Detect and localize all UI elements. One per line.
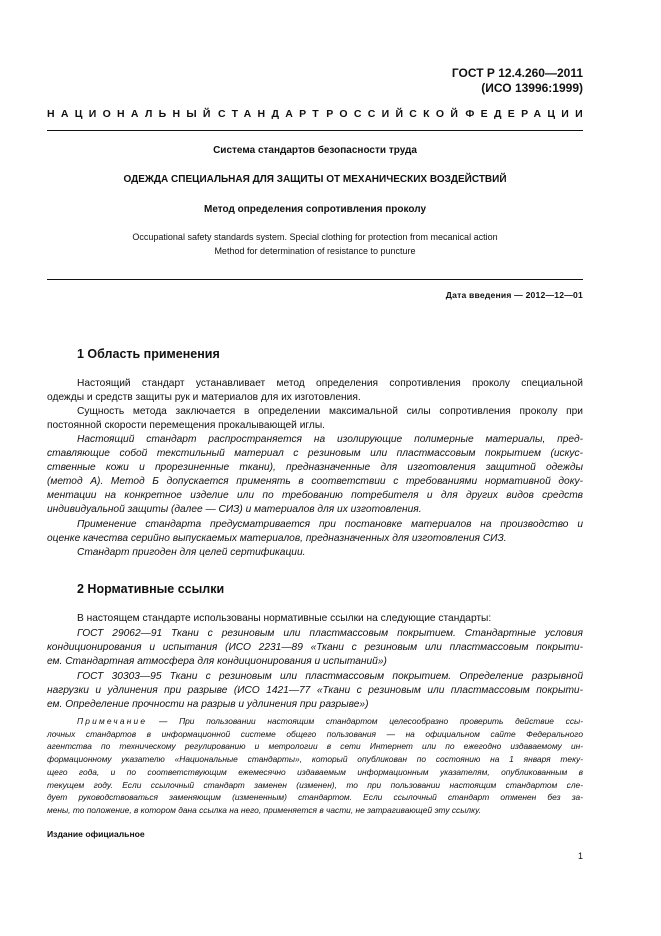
official-edition-label: Издание официальное xyxy=(47,829,145,839)
note-label: Примечание xyxy=(77,716,148,726)
section-2-reference-gost-30303: ГОСТ 30303—95 Ткани с резиновым или пластмассовым покрытием. Определение разрывной нагрузки и удлинения при разрыве (ИСО 1421—77 «Ткани с резиновым или пластмассовым покрыти- ем. Определение прочности на разрыв и удлинения при разрыве») xyxy=(47,671,583,710)
gost-number: ГОСТ Р 12.4.260—2011 xyxy=(451,66,583,80)
section-1-paragraph-2: Сущность метода заключается в определении максимальной силы сопротивления проколу при постоянной скорости перемещения прокалывающей иглы. xyxy=(47,406,583,431)
section-1-paragraph-4: Применение стандарта предусматривается при постановке материалов на производство и оценке качества серийно выпускаемых материалов, предназначенных для изготовления СИЗ. xyxy=(47,519,583,544)
section-2-note: Примечание — При пользовании настоящим стандартом целесообразно проверить действие ссы- лочных стандартов в информационной системе общего пользования — на официальном сайте Федерального агентства по техническому регулированию и метрологии в сети Интернет или по ежегодно издаваемому ин- формационному указателю «Национальные стандарты», который опубликован по состоянию на 1 января теку- щего года, и по соответствующим ежемесячно издаваемым информационным указателям, опубликованным в текущем году. Если ссылочный стандарт заменен (изменен), то при пользовании настоящим стандартом сле- дует руководствоваться заменяющим (измененным) стандартом. Если ссылочный стандарт отменен без за- мены, то положение, в котором дана ссылка на него, применяется в части, не затрагивающей эту ссылку. xyxy=(47,716,583,815)
section-2-heading: 2 Нормативные ссылки xyxy=(77,582,225,596)
national-title-word: ФЕДЕРАЦИИ xyxy=(465,108,589,120)
english-title-line-2: Method for determination of resistance to puncture xyxy=(214,246,416,256)
section-1-heading: 1 Область применения xyxy=(77,347,220,361)
document-code xyxy=(452,66,583,96)
english-title-line-1: Occupational safety standards system. Special clothing for protection from mecanical action xyxy=(132,232,498,242)
national-title-word: РОССИЙСКОЙ xyxy=(326,108,465,120)
method-title: Метод определения сопротивления проколу xyxy=(203,204,427,215)
introduction-date: Дата введения — 2012—12—01 xyxy=(445,290,583,300)
national-title-word: НАЦИОНАЛЬНЫЙ xyxy=(47,108,217,120)
iso-number: (ИСО 13996:1999) xyxy=(481,81,583,95)
page-number: 1 xyxy=(577,851,583,861)
section-1-paragraph-1: Настоящий стандарт устанавливает метод определения сопротивления проколу специальной одежды и средств защиты рук и материалов для их изготовления. xyxy=(47,378,583,403)
main-title: ОДЕЖДА СПЕЦИАЛЬНАЯ ДЛЯ ЗАЩИТЫ ОТ МЕХАНИЧЕСКИХ ВОЗДЕЙСТВИЙ xyxy=(123,174,507,185)
section-1-paragraph-5: Стандарт пригоден для целей сертификации. xyxy=(77,547,306,558)
header-divider xyxy=(47,130,583,131)
national-title-word: СТАНДАРТ xyxy=(218,108,325,120)
section-2-reference-gost-29062: ГОСТ 29062—91 Ткани с резиновым или пластмассовым покрытием. Стандартные условия кондиционирования и испытания (ИСО 2231—89 «Ткани с резиновым или пластмассовым покрыти- ем. Стандартная атмосфера для кондиционирования и испытаний») xyxy=(47,628,583,667)
section-1-paragraph-3: Настоящий стандарт распространяется на изолирующие полимерные материалы, пред- ставляющие собой текстильный материал с резиновым или пластмассовым покрытием (искус- ственные кожи и прорезиненные ткани), предназначенные для изготовления защитной одежды (метод А). Метод Б допускается применять в соответствии с требованиями нормативной доку- ментации на конкретное изделие или по требованию потребителя и для других видов средств индивидуальной защиты (далее — СИЗ) и материалов для их изготовления. xyxy=(47,434,583,515)
system-title: Система стандартов безопасности труда xyxy=(213,145,417,156)
national-standard-title xyxy=(47,108,589,120)
section-2-paragraph-1: В настоящем стандарте использованы нормативные ссылки на следующие стандарты: xyxy=(77,613,492,624)
title-divider xyxy=(47,279,583,280)
